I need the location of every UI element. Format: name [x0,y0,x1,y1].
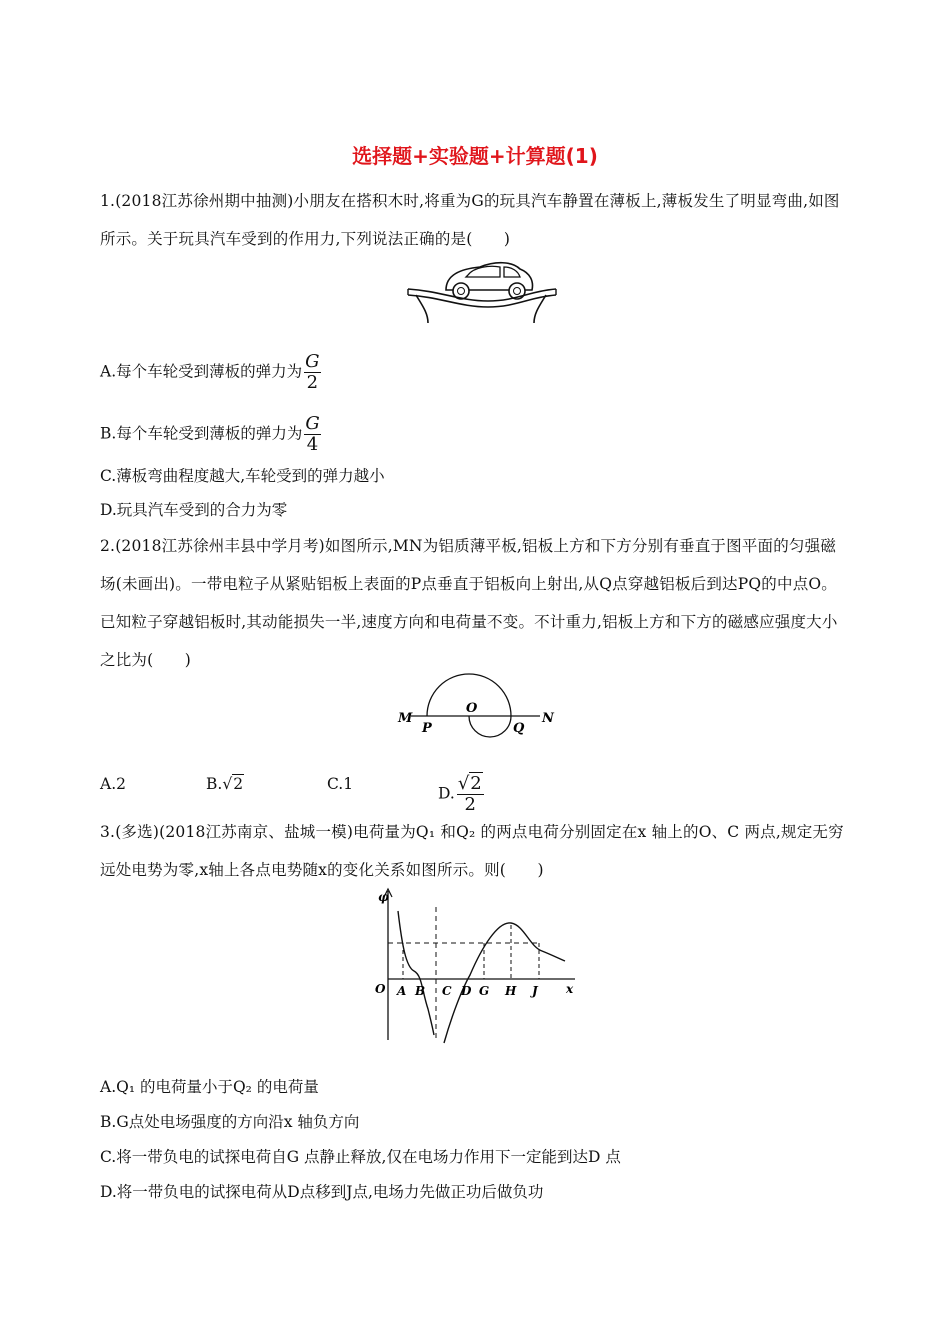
sqrt-2: √2 [222,775,244,793]
question-2-stem: 2.(2018江苏徐州丰县中学月考)如图所示,MN为铝质薄平板,铝板上方和下方分别有垂直于图平面的匀强磁场(未画出)。一带电粒子从紧贴铝板上表面的P点垂直于铝板向上射出,从Q点穿越铝板后到达PQ的中点O。已知粒子穿越铝板时,其动能损失一半,速度方向和电荷量不变。不计重力,铝板上方和下方的磁感应强度大小之比为( ) [100,537,838,669]
q2-option-c[interactable]: C.1 [327,775,354,793]
q2-option-b[interactable] [206,774,244,794]
q2-option-a[interactable]: A.2 [100,775,126,793]
q1-option-a-text: A.每个车轮受到薄板的弹力为 [100,362,303,381]
label-x: x [566,982,574,996]
q2-option-b-prefix: B. [206,775,223,793]
label-d: D [461,984,472,998]
q1-option-b[interactable] [100,414,321,455]
q2-option-d[interactable] [438,774,484,815]
q3-option-c[interactable]: C.将一带负电的试探电荷自G 点静止释放,仅在电场力作用下一定能到达D 点 [100,1148,621,1166]
q1-option-b-text: B.每个车轮受到薄板的弹力为 [100,424,303,443]
label-a: A [397,984,407,998]
q1-option-a[interactable] [100,352,321,393]
q3-option-d[interactable]: D.将一带负电的试探电荷从D点移到J点,电场力先做正功后做负功 [100,1183,544,1201]
label-q: Q [513,721,525,736]
label-phi: φ [378,890,389,904]
label-b: B [415,984,426,998]
label-g: G [479,984,490,998]
label-c: C [442,984,452,998]
fraction-g-over-2: $\frac{G}{2}$ [305,351,320,393]
q1-option-d[interactable]: D.玩具汽车受到的合力为零 [100,501,288,519]
q2-option-d-prefix: D. [438,784,455,803]
question-3-stem: 3.(多选)(2018江苏南京、盐城一模)电荷量为Q₁ 和Q₂ 的两点电荷分别固定在x 轴上的O、C 两点,规定无穷远处电势为零,x轴上各点电势随x的变化关系如图所示。则( ) [100,823,844,879]
question-1-stem: 1.(2018江苏徐州期中抽测)小朋友在搭积木时,将重为G的玩具汽车静置在薄板上,薄板发生了明显弯曲,如图所示。关于玩具汽车受到的作用力,下列说法正确的是( ) [100,192,840,248]
label-p: P [422,721,432,736]
label-m: M [398,711,413,726]
q3-option-a[interactable]: A.Q₁ 的电荷量小于Q₂ 的电荷量 [100,1078,319,1096]
mn-plate-figure [395,672,565,744]
label-h: H [505,984,517,998]
fraction-sqrt2-over-2: $\frac{√2}{2}$ [457,773,482,815]
q3-option-b[interactable]: B.G点处电场强度的方向沿x 轴负方向 [100,1113,360,1131]
car-on-plate-figure [400,255,560,325]
page-title: 选择题+实验题+计算题(1) [352,144,598,168]
potential-graph [370,885,585,1045]
label-o: O [466,701,478,716]
fraction-g-over-4: $\frac{G}{4}$ [305,413,320,455]
label-n: N [542,711,554,726]
label-o: O [375,982,386,996]
q1-option-c[interactable]: C.薄板弯曲程度越大,车轮受到的弹力越小 [100,467,385,485]
label-j: J [532,984,538,998]
